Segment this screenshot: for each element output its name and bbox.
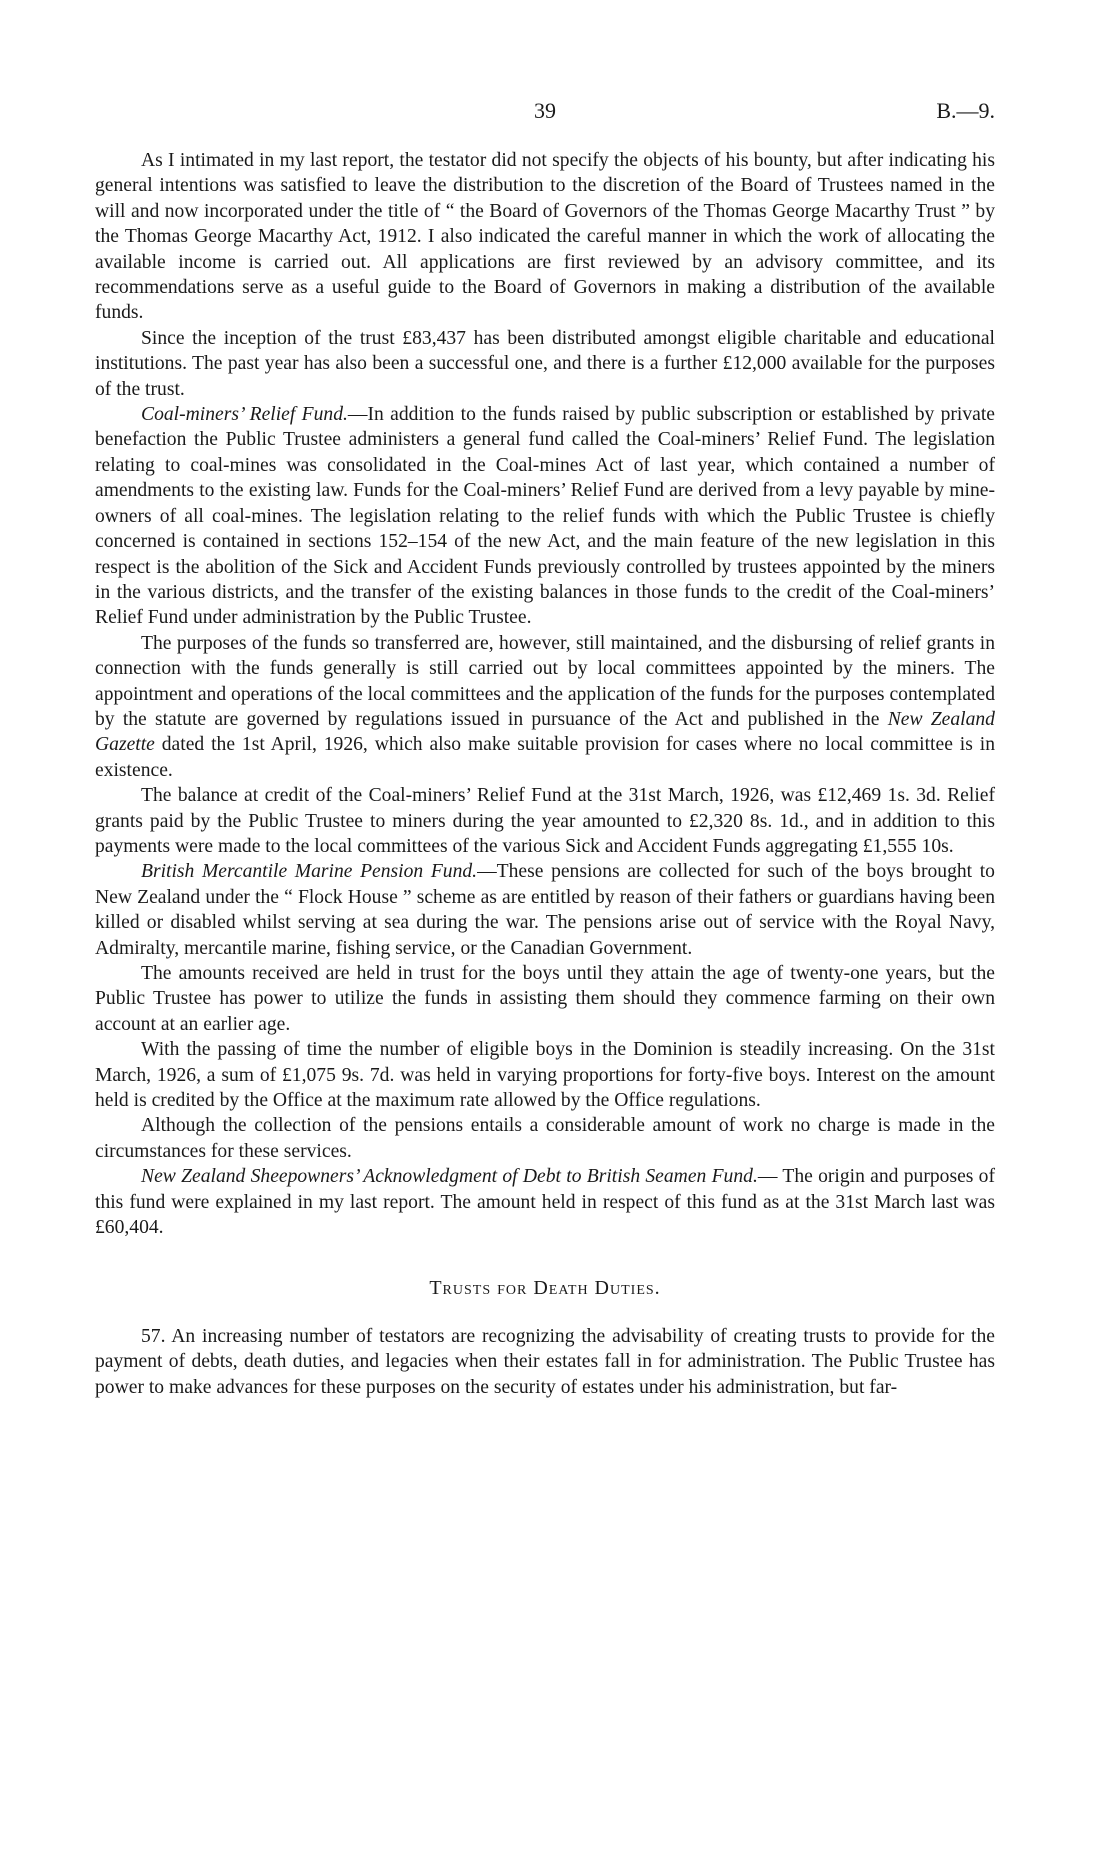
paragraph-coal-miners-fund bbox=[95, 402, 995, 631]
paragraph-macarthy-trust: As I intimated in my last report, the testator did not specify the objects of his bounty, but after indicating his general intentions was satisfied to leave the distribution to the discretion of the Board of Trustees named in the will and now incorporated under the title of “ the Board of Governors of the Thomas George Macarthy Trust ” by the Thomas George Macarthy Act, 1912. I also indicated the careful manner in which the work of allocating the available income is carried out. All applications are first reviewed by an advisory committee, and its recommendations serve as a useful guide to the Board of Governors in making a distribution of the available funds. bbox=[95, 150, 995, 324]
mercantile-marine-fund-text: —These pensions are collected for such of the boys brought to New Zealand under the “ Flock House ” scheme as are entitled by reason of their fathers or guardians having been killed or disabled whilst serving at sea during the war. The pensions arise out of service with the Royal Navy, Admiralty, mercantile marine, fishing service, or the Canadian Government. bbox=[95, 861, 995, 959]
paragraph-no-charge: Although the collection of the pensions entails a considerable amount of work no charge is made in the circumstances for these services. bbox=[95, 1115, 995, 1162]
coal-miners-fund-text: —In addition to the funds raised by public subscription or established by private benefaction the Public Trustee administers a general fund called the Coal-miners’ Relief Fund. The legislation relating to coal-mines was consolidated in the Coal-mines Act of last year, which contained a number of amendments to the existing law. Funds for the Coal-miners’ Relief Fund are derived from a levy payable by mine-owners of all coal-mines. The legislation relating to the relief funds with which the Public Trustee is chiefly concerned is contained in sections 152–154 of the new Act, and the main feature of the new legislation in this respect is the abolition of the Sick and Accident Funds previously controlled by trustees appointed by the miners in the various districts, and the transfer of the existing balances in those funds to the credit of the Coal-miners’ Relief Fund under administration by the Public Trustee. bbox=[95, 404, 995, 629]
sheepowners-fund-text: — The origin and purposes of this fund were explained in my last report. The amount held in respect of this fund as at the 31st March last was £60,404. bbox=[95, 1166, 995, 1239]
paragraph-sheepowners-fund bbox=[95, 1164, 995, 1240]
paragraph-local-committees bbox=[95, 631, 995, 783]
sheepowners-fund-title: New Zealand Sheepowners’ Acknowledgment of Debt to British Seamen Fund. bbox=[141, 1166, 758, 1188]
body-text bbox=[95, 148, 995, 1400]
paragraph-relief-fund-balance: The balance at credit of the Coal-miners’ Relief Fund at the 31st March, 1926, was £12,469 1s. 3d. Relief grants paid by the Public Trustee to miners during the year amounted to £2,320 8s. 1d., and in addition to this payments were made to the local committees of the various Sick and Accident Funds aggregating £1,555 10s. bbox=[95, 785, 995, 857]
local-committees-text-b: dated the 1st April, 1926, which also make suitable provision for cases where no local committee is in existence. bbox=[95, 734, 995, 781]
local-committees-text-a: The purposes of the funds so transferred are, however, still maintained, and the disbursing of relief grants in connection with the funds generally is still carried out by local committees appointed by the miners. The appointment and operations of the local committees and the application of the funds for the purposes contemplated by the statute are governed by regulations issued in pursuance of the Act and published in the bbox=[95, 632, 995, 730]
paragraph-death-duties: 57. An increasing number of testators are recognizing the advisability of creating trusts to provide for the payment of debts, death duties, and legacies when their estates fall in for administration. The Public Trustee has power to make advances for these purposes on the security of estates under his administration, but far- bbox=[95, 1325, 995, 1398]
paragraph-mercantile-marine-fund bbox=[95, 859, 995, 961]
mercantile-marine-fund-title: British Mercantile Marine Pension Fund. bbox=[141, 861, 478, 883]
page-header bbox=[95, 98, 995, 126]
coal-miners-fund-title: Coal-miners’ Relief Fund. bbox=[141, 404, 348, 426]
document-reference: B.—9. bbox=[936, 98, 995, 123]
gazette-title: New Zealand Gazette bbox=[95, 708, 995, 756]
page-number: 39 bbox=[534, 98, 556, 123]
paragraph-trust-distribution: Since the inception of the trust £83,437 has been distributed amongst eligible charitable and educational institutions. The past year has also been a successful one, and there is a further £12,000 available for the purposes of the trust. bbox=[95, 327, 995, 400]
section-heading-death-duties: Trusts for Death Duties. bbox=[429, 1277, 661, 1300]
paragraph-eligible-boys: With the passing of time the number of eligible boys in the Dominion is steadily increasing. On the 31st March, 1926, a sum of £1,075 9s. 7d. was held in varying proportions for forty-five boys. Interest on the amount held is credited by the Office at the maximum rate allowed by the Office regulations. bbox=[95, 1039, 995, 1112]
paragraph-amounts-held: The amounts received are held in trust for the boys until they attain the age of twenty-one years, but the Public Trustee has power to utilize the funds in assisting them should they commence farming on their own account at an earlier age. bbox=[95, 963, 995, 1035]
